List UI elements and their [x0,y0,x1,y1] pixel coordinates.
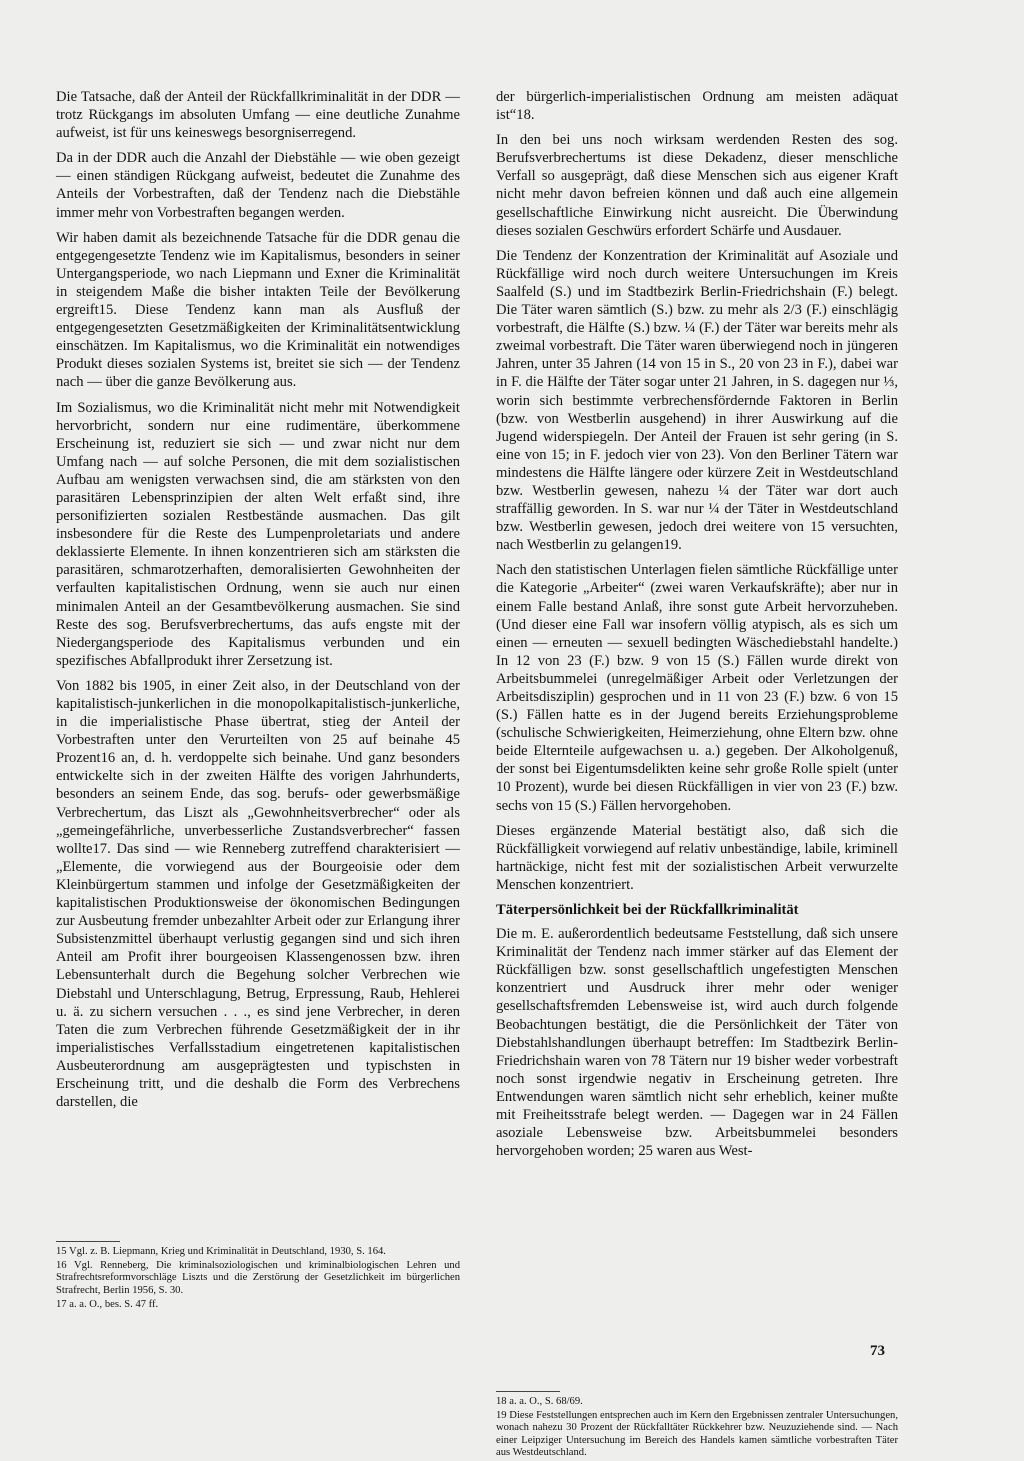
paragraph: Dieses ergänzende Material bestätigt also, daß sich die Rückfälligkeit vorwiegend auf relativ unbeständige, labile, kriminell hartnäckige, nicht fest mit der sozialistischen Arbeit verwurzelte Menschen konzentriert. [496,822,898,893]
footnote-17: 17 a. a. O., bes. S. 47 ff. [56,1298,159,1310]
left-column [56,88,460,1118]
footnote-15: 15 Vgl. z. B. Liepmann, Krieg und Kriminalität in Deutschland, 1930, S. 164. [56,1246,386,1257]
footnote-18: 18 a. a. O., S. 68/69. [496,1396,583,1407]
paragraph: Die m. E. außerordentlich bedeutsame Feststellung, daß sich unsere Kriminalität der Tendenz nach immer stärker auf das Element der Rückfälligen bzw. sonst gesellschaftlich ungefestigten Menschen konzentriert und Ausdruck ihrer mehr oder weniger gesellschaftsfremden Lebensweise ist, wird auch durch folgende Beobachtungen bestätigt, die die Persönlichkeit der Täter von Diebstahlshandlungen überhaupt betreffen: Im Stadtbezirk Berlin-Friedrichshain waren von 78 Tätern nur 19 bisher weder vorbestraft noch sonst irgendwie negativ in Erscheinung getreten. Ihre Entwendungen waren sämtlich nicht sehr erheblich, keiner mußte mit Freiheitsstrafe belegt werden. — Dagegen war in 24 Fällen asoziale Lebensweise bzw. Arbeitsbummelei besonders hervorgehoben worden; 25 waren aus West- [496,926,898,1160]
paragraph: Im Sozialismus, wo die Kriminalität nicht mehr mit Notwendigkeit hervorbricht, sondern nur eine rudimentäre, überkommene Erscheinung ist, reduziert sie sich — und zwar nicht nur dem Umfang nach — auf solche Personen, die mit dem sozialistischen Aufbau am wenigsten verwachsen sind, die am stärksten von den parasitären Lebensprinzipien der alten Welt erfaßt sind, ihre personifizierten sozialen Restbestände ausmachen. Das gilt insbesondere für die Reste des Lumpenproletariats und andere deklassierte Elemente. In ihnen konzentrieren sich am stärksten die parasitären, schmarotzerhaften, demoralisierten Gewohnheiten der verfaulten kapitalistischen Ordnung, wenn sie auch nur einen minimalen Anteil an der Gesamtbevölkerung ausmachen. Sie sind Reste des sog. Berufsverbrechertums, das aufs engste mit der Niedergangsperiode des Kapitalismus verbunden und ein spezifisches Abfallprodukt ihrer Zersetzung ist. [56,399,460,669]
paragraph: Die Tatsache, daß der Anteil der Rückfallkriminalität in der DDR — trotz Rückgangs im absoluten Umfang — eine deutliche Zunahme aufweist, ist für uns keineswegs besorgniserregend. [56,89,460,142]
paragraph: Von 1882 bis 1905, in einer Zeit also, in der Deutschland von der kapitalistisch-junkerlichen in die monopolkapitalistisch-junkerliche, in die imperialistische Phase übertrat, stieg der Anteil der Vorbestraften unter den Verurteilten von 25 auf beinahe 45 Prozent16 an, d. h. verdoppelte sich beinahe. Und ganz besonders entwickelte sich in der zweiten Hälfte des vorigen Jahrhunderts, besonders an seinem Ende, das sog. berufs- oder gewerbsmäßige Verbrechertum, das Liszt als „Gewohnheitsverbrecher“ oder als „gemeingefährliche, unverbesserliche Zustandsverbrecher“ fassen wollte17. Das sind — wie Renneberg zutreffend charakterisiert — „Elemente, die vorwiegend aus der Bourgeoisie oder dem Kleinbürgertum stammen und infolge der Gesetzmäßigkeiten der kapitalistischen Produktionsweise der ökonomischen Bedingungen zur Ausbeutung fremder unbezahlter Arbeit oder zur Erlangung ihrer Subsistenzmittel überhaupt verlustig gegangen sind und sich ihren Anteil am Profit ihrer bourgeoisen Klassengenossen bzw. ihren Lebensunterhalt durch die Begehung solcher Verbrechen wie Diebstahl und Unterschlagung, Betrug, Erpressung, Raub, Hehlerei u. ä. zu sichern versuchen . . ., es sind jene Verbrecher, in deren Taten die zum Verbrechen führende Gesetzmäßigkeit der in ihr imperialistisches Verfallsstadium eingetretenen kapitalistischen Ausbeuterordnung am ausgeprägtesten und typischsten in Erscheinung tritt, und die deshalb die Form des Verbrechens darstellen, die [56,677,460,1111]
left-footnotes [56,1235,460,1313]
page-number: 73 [870,1343,885,1359]
footnote-divider [496,1391,560,1392]
right-footnotes [496,1385,898,1461]
footnote-16: 16 Vgl. Renneberg, Die kriminalsoziologischen und kriminalbiologischen Lehren und Strafrechtsreformvorschläge Liszts und die Zerstörung der Gesetzlichkeit im bürgerlichen Strafrecht, Berlin 1956, S. 30. [56,1260,460,1296]
paragraph: Wir haben damit als bezeichnende Tatsache für die DDR genau die entgegengesetzte Tendenz wie im Kapitalismus, besonders in seiner Untergangsperiode, wo nach Liepmann und Exner die Kriminalität in steigendem Maße die bisher intakten Teile der Bevölkerung ergreift15. Diese Tendenz kann man als Ausfluß der entgegengesetzten Gesetzmäßigkeiten der Kriminalitätsentwicklung einschätzen. Im Kapitalismus, wo die Kriminalität ein notwendiges Produkt dieses sozialen Systems ist, breitet sie sich — der Tendenz nach — über die ganze Bevölkerung aus. [56,229,460,391]
footnote-19: 19 Diese Feststellungen entsprechen auch im Kern den Ergebnissen zentraler Untersuchungen, wonach nahezu 30 Prozent der Rückfalltäter Rückkehrer bzw. Neuzuziehende sind. — Nach einer Leipziger Untersuchung im Bereich des Handels kamen sämtliche vorbestraften Täter aus Westdeutschland. [496,1410,898,1458]
footnote-divider [56,1241,120,1242]
section-heading: Täterpersönlichkeit bei der Rückfallkriminalität [496,902,799,919]
paragraph: Da in der DDR auch die Anzahl der Diebstähle — wie oben gezeigt — einen ständigen Rückgang aufweist, bedeutet die Zunahme des Anteils der Vorbestraften, daß der Tendenz nach die Diebstähle immer mehr von Vorbestraften begangen werden. [56,150,460,221]
paragraph: In den bei uns noch wirksam werdenden Resten des sog. Berufsverbrechertums ist diese Dekadenz, dieser menschliche Verfall so ausgeprägt, daß diese Menschen sich aus eigener Kraft nicht mehr davon befreien können und daß auch eine allgemein gesellschaftliche Einwirkung nicht ausreicht. Die Überwindung dieses sozialen Geschwürs erfordert Schärfe und Ausdauer. [496,132,898,239]
right-column [496,88,898,1167]
paragraph: Nach den statistischen Unterlagen fielen sämtliche Rückfällige unter die Kategorie „Arbeiter“ (zwei waren Verkaufskräfte); aber nur in einem Falle bestand Anlaß, ihre sonst gute Arbeit hervorzuheben. (Und dieser eine Fall war insofern völlig atypisch, als es sich um einen — erneuten — sexuell bedingten Wäschediebstahl handelte.) In 12 von 23 (F.) bzw. 9 von 15 (S.) Fällen wurde direkt von Arbeitsbummelei (unregelmäßiger Arbeit oder Verletzungen der Arbeitsdisziplin) gesprochen und in 11 von 23 (F.) bzw. 6 von 15 (S.) Fällen hatte es in der Jugend bereits Erziehungsprobleme (schulische Schwierigkeiten, Heimerziehung, ohne Eltern bzw. ohne beide Elternteile aufgewachsen u. a.) gegeben. Der Alkoholgenuß, der sonst bei Eigentumsdelikten keine sehr große Rolle spielt (unter 10 Prozent), wurde bei diesen Rückfälligen in vier von 23 (F.) bzw. sechs von 15 (S.) Fällen hervorgehoben. [496,562,898,814]
paragraph: der bürgerlich-imperialistischen Ordnung am meisten adäquat ist“18. [496,89,898,124]
paragraph: Die Tendenz der Konzentration der Kriminalität auf Asoziale und Rückfällige wird noch durch weitere Untersuchungen im Kreis Saalfeld (S.) und im Stadtbezirk Berlin-Friedrichshain (F.) belegt. Die Täter waren sämtlich (S.) bzw. zu mehr als 2/3 (F.) einschlägig vorbestraft, die Hälfte (S.) bzw. ¼ (F.) der Täter war bereits mehr als zweimal vorbestraft. Die Täter waren überwiegend noch in jüngeren Jahren, unter 35 Jahren (14 von 15 in S., 20 von 23 in F.), dabei war in F. die Hälfte der Täter sogar unter 21 Jahren, in S. dagegen nur ⅓, worin sich bestimmte verbrechensfördernde Faktoren in Berlin (bzw. von Westberlin ausgehend) in ihrer Auswirkung auf die Jugend widerspiegeln. Der Anteil der Frauen ist sehr gering (in S. eine von 15; in F. jedoch vier von 23). Von den Berliner Tätern war mindestens die Hälfte längere oder kürzere Zeit in Westdeutschland bzw. Westberlin gewesen, nahezu ¼ der Täter war dort auch straffällig geworden. In S. war nur ¼ der Täter in Westdeutschland bzw. Westberlin gewesen, jedoch drei weitere von 15 versuchten, nach Westberlin zu gelangen19. [496,247,898,554]
